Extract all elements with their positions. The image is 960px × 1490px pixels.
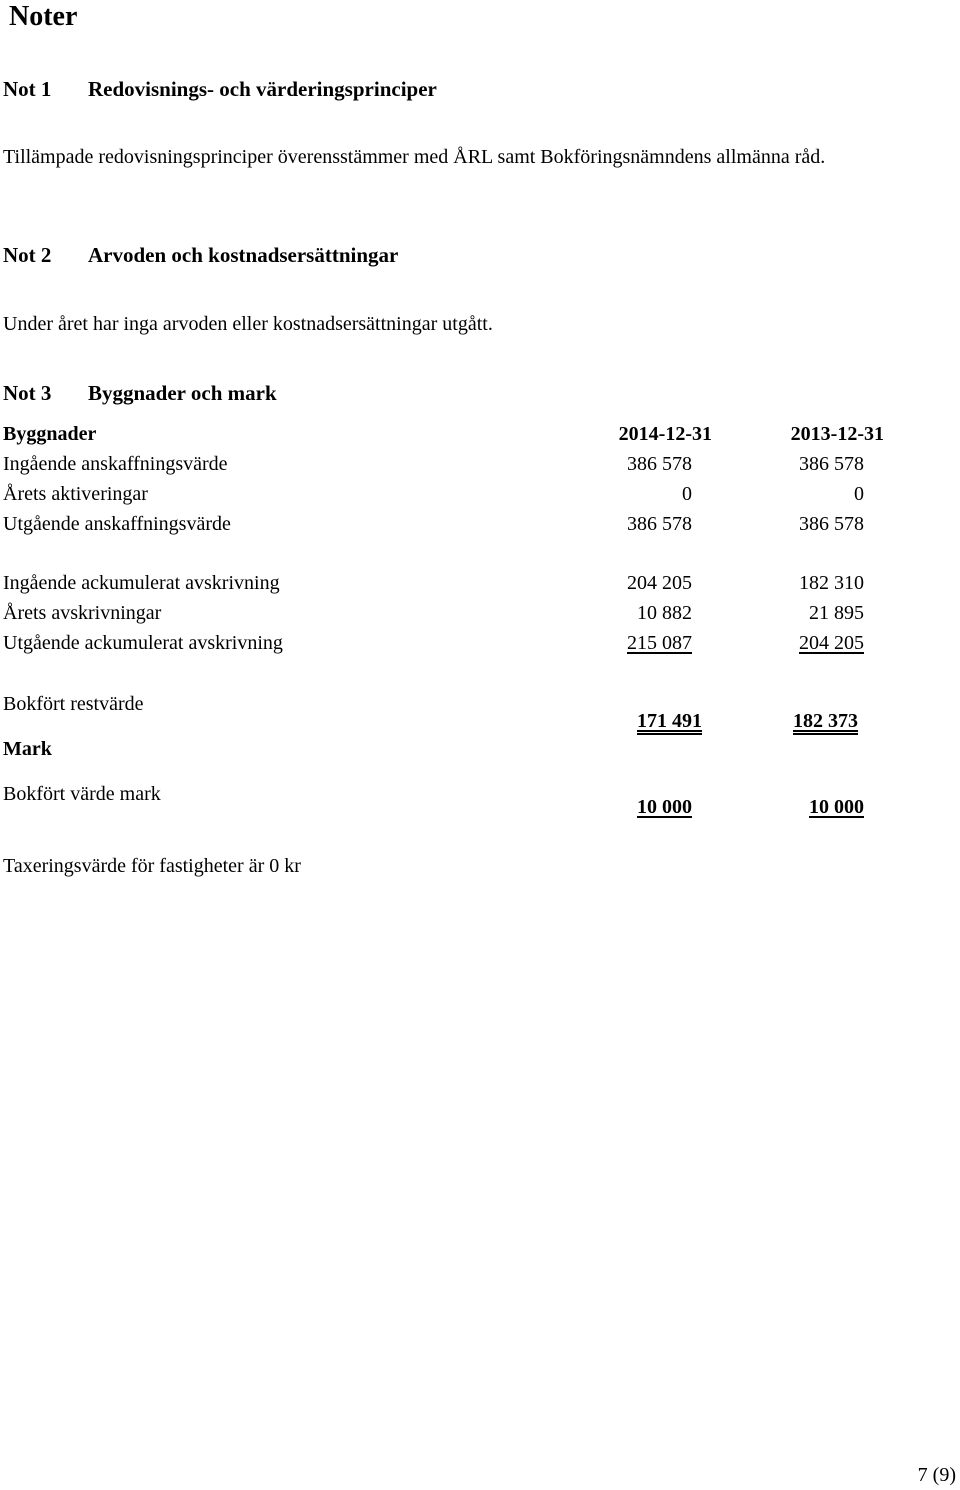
table-row-value-2014: 215 087	[627, 632, 692, 654]
table-row-value-2013: 0	[854, 483, 864, 505]
table-row-value-2013: 21 895	[809, 602, 864, 624]
page-number: 7 (9)	[917, 1464, 956, 1486]
table-row-value-2014: 204 205	[627, 572, 692, 594]
note-2-heading: Arvoden och kostnadsersättningar	[88, 243, 399, 267]
table-row-value-2013: 204 205	[799, 632, 864, 654]
note-1-number: Not 1	[3, 77, 52, 101]
table-row-value-2014: 10 882	[637, 602, 692, 624]
mark-label: Bokfört värde mark	[3, 783, 161, 805]
table-row-value-2014: 386 578	[627, 453, 692, 475]
table-row-label: Utgående anskaffningsvärde	[3, 513, 231, 535]
table-row-value-2014: 386 578	[627, 513, 692, 535]
page-title: Noter	[9, 1, 78, 32]
restvarde-label: Bokfört restvärde	[3, 693, 144, 715]
table-row-label: Årets aktiveringar	[3, 483, 148, 505]
note-3-number: Not 3	[3, 381, 52, 405]
note-2-number: Not 2	[3, 243, 52, 267]
note-1-heading: Redovisnings- och värderingsprinciper	[88, 77, 437, 101]
table-row-label: Ingående anskaffningsvärde	[3, 453, 228, 475]
table-row-value-2013: 386 578	[799, 453, 864, 475]
table-row-label: Utgående ackumulerat avskrivning	[3, 632, 283, 654]
taxeringsvarde-text: Taxeringsvärde för fastigheter är 0 kr	[3, 855, 301, 877]
restvarde-value-2014: 171 491	[637, 710, 702, 732]
mark-value-2014: 10 000	[637, 796, 692, 818]
table-header-col2: 2013-12-31	[790, 423, 884, 445]
table-row-label: Ingående ackumulerat avskrivning	[3, 572, 280, 594]
note-3-heading: Byggnader och mark	[88, 381, 277, 405]
table-row-value-2013: 386 578	[799, 513, 864, 535]
mark-heading: Mark	[3, 738, 52, 760]
mark-value-2013: 10 000	[809, 796, 864, 818]
note-1-text: Tillämpade redovisningsprinciper överensstämmer med ÅRL samt Bokföringsnämndens allmänna råd.	[3, 146, 826, 168]
table-row-value-2013: 182 310	[799, 572, 864, 594]
table-row-value-2014: 0	[682, 483, 692, 505]
table-header-label: Byggnader	[3, 423, 97, 445]
restvarde-value-2013: 182 373	[793, 710, 858, 732]
note-2-text: Under året har inga arvoden eller kostnadsersättningar utgått.	[3, 313, 493, 335]
table-header-col1: 2014-12-31	[618, 423, 712, 445]
table-row-label: Årets avskrivningar	[3, 602, 162, 624]
